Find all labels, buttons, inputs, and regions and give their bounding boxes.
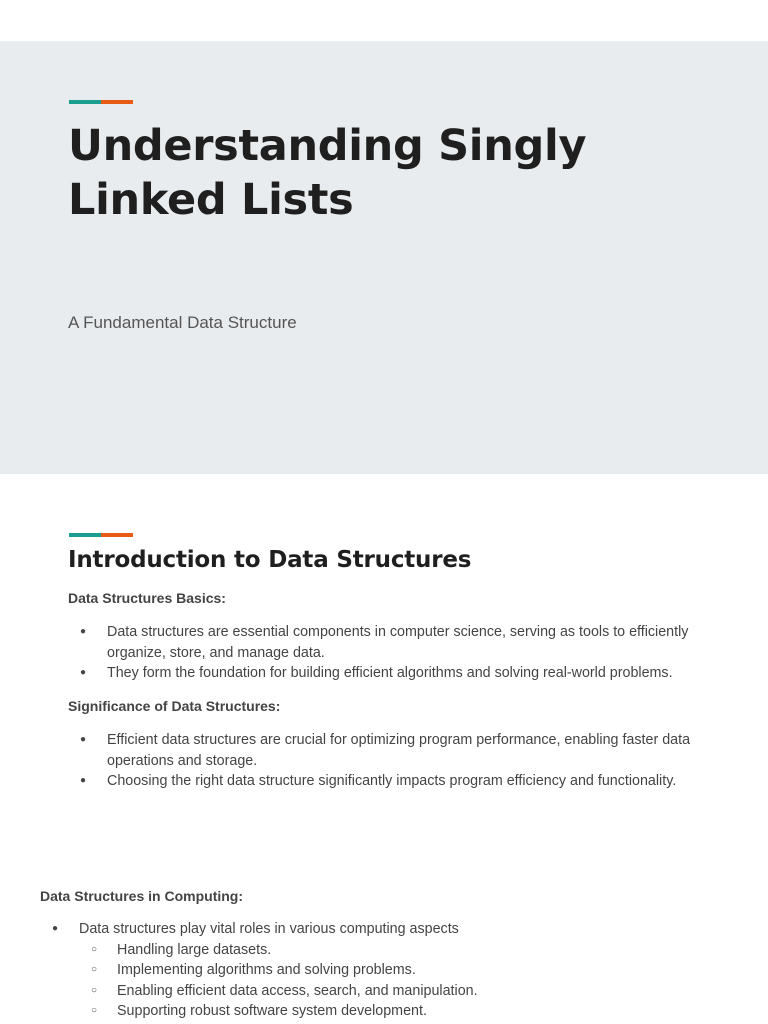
- accent-teal-segment: [69, 533, 101, 537]
- accent-bar: [69, 533, 133, 537]
- page-subtitle: A Fundamental Data Structure: [68, 313, 297, 332]
- sub-list-item: ○ Handling large datasets.: [79, 940, 721, 961]
- basics-list: [69, 622, 709, 684]
- accent-teal-segment: [69, 100, 101, 104]
- sub-list-item: ○ Enabling efficient data access, search, and manipulation.: [79, 981, 721, 1002]
- significance-label: Significance of Data Structures:: [68, 698, 281, 714]
- computing-label: Data Structures in Computing:: [40, 888, 244, 904]
- accent-orange-segment: [101, 100, 133, 104]
- computing-list: [41, 919, 721, 1022]
- section-title: Introduction to Data Structures: [68, 547, 472, 573]
- computing-sub-list: [79, 940, 721, 1022]
- accent-orange-segment: [101, 533, 133, 537]
- accent-bar: [69, 100, 133, 104]
- basics-label: Data Structures Basics:: [68, 590, 226, 606]
- list-item-text: Data structures play vital roles in various computing aspects: [79, 921, 459, 937]
- significance-list: [69, 730, 709, 792]
- list-item: ● Choosing the right data structure significantly impacts program efficiency and functionality.: [69, 771, 709, 792]
- sub-list-item: ○ Supporting robust software system development.: [79, 1001, 721, 1022]
- list-item: [41, 919, 721, 1022]
- list-item: ● Data structures are essential components in computer science, serving as tools to efficiently organize, store, and manage data.: [69, 622, 709, 663]
- page-title: Understanding Singly Linked Lists: [68, 121, 587, 225]
- title-slide: [0, 41, 768, 474]
- list-item: ● Efficient data structures are crucial for optimizing program performance, enabling faster data operations and storage.: [69, 730, 709, 771]
- list-item: ● They form the foundation for building efficient algorithms and solving real-world problems.: [69, 663, 709, 684]
- sub-list-item: ○ Implementing algorithms and solving problems.: [79, 960, 721, 981]
